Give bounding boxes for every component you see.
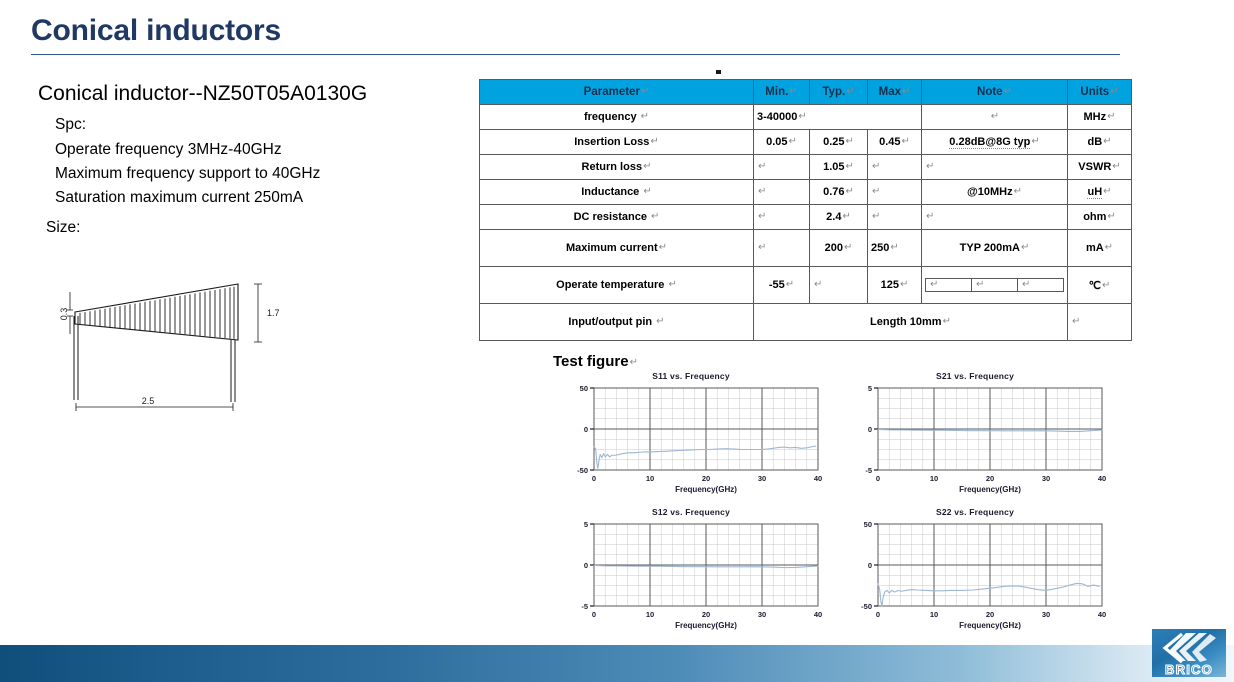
svg-text:-50: -50 [577,466,588,475]
pilcrow-icon: ↵ [901,136,910,147]
brico-logo-text: BRICO [1165,662,1213,677]
cell-note [922,105,1068,130]
pilcrow-icon: ↵ [846,86,855,97]
cell-units: mA↵ [1068,230,1132,267]
pilcrow-icon: ↵ [788,136,797,147]
svg-text:5: 5 [583,520,588,529]
pilcrow-icon: ↵ [1103,186,1112,197]
svg-text:40: 40 [813,610,823,619]
pilcrow-icon: ↵ [890,242,899,253]
chart-s11-title: S11 vs. Frequency [652,371,730,381]
svg-text:0: 0 [867,561,872,570]
table-row [480,130,1132,155]
drawing-svg [45,262,305,422]
size-label: Size: [46,219,81,236]
svg-text:0: 0 [875,610,881,619]
svg-text:0: 0 [875,474,881,483]
pilcrow-icon: ↵ [1101,279,1111,291]
cell-max: 0.45↵ [868,130,922,155]
th-max: Max↵ [868,80,922,105]
test-figure-label: Test figure↵ [553,353,638,370]
chart-s21-title: S21 vs. Frequency [935,371,1015,381]
chart-s12-title: S12 vs. Frequency [651,507,731,517]
cell-max: 250↵ [868,230,922,267]
pilcrow-icon: ↵ [1031,136,1040,147]
cell-typ: 1.05↵ [810,155,868,180]
chart-s12 [556,506,826,638]
svg-text:0: 0 [583,561,588,570]
dim-1-7-label: 1.7 [267,308,280,318]
brico-logo [1152,629,1226,677]
pilcrow-icon: ↵ [643,186,652,197]
chart-s11-plot [556,382,826,500]
svg-text:50: 50 [863,520,872,529]
svg-text:-5: -5 [581,602,588,611]
cell-units: VSWR↵ [1068,155,1132,180]
svg-text:Frequency(GHz): Frequency(GHz) [959,621,1021,630]
svg-text:40: 40 [813,474,823,483]
pilcrow-icon: ↵ [814,279,823,290]
pilcrow-icon: ↵ [942,316,951,327]
pilcrow-icon: ↵ [758,161,767,172]
pilcrow-icon: ↵ [872,186,881,197]
dim-2-5-label: 2.5 [141,396,155,406]
pilcrow-icon: ↵ [872,211,881,222]
chart-s21-plot [840,382,1110,500]
cell-min [754,180,810,205]
cell-spanned-value: Length 10mm↵ [754,304,1068,341]
pilcrow-icon: ↵ [758,242,767,253]
svg-text:Frequency(GHz): Frequency(GHz) [959,485,1021,494]
cell-units: MHz↵ [1068,105,1132,130]
spec-line-spc: Spc: [55,116,87,133]
pilcrow-icon: ↵ [1003,86,1012,97]
pilcrow-icon: ↵ [976,279,985,290]
pilcrow-icon: ↵ [901,86,911,97]
svg-text:-50: -50 [861,602,872,611]
cell-parameter: Operate temperature ↵ [480,267,754,304]
specification-table [479,79,1132,341]
pilcrow-icon: ↵ [845,136,854,147]
table-row [480,205,1132,230]
cell-max [868,155,922,180]
svg-text:30: 30 [1041,474,1051,483]
page-title: Conical inductors [31,14,281,47]
pilcrow-icon: ↵ [658,242,668,253]
svg-text:0: 0 [591,474,597,483]
cell-units [1068,304,1132,341]
pilcrow-icon: ↵ [656,316,665,327]
pilcrow-icon: ↵ [872,161,881,172]
pilcrow-icon: ↵ [1020,242,1030,253]
cell-min-span: 3-40000↵ [754,105,922,130]
svg-text:0: 0 [591,610,597,619]
pilcrow-icon: ↵ [990,111,1000,122]
table-artifact-mark [716,70,721,74]
spec-line-operate-frequency: Operate frequency 3MHz-40GHz [55,141,282,158]
cell-typ: 2.4↵ [810,205,868,230]
cell-min: -55↵ [754,267,810,304]
conical-inductor-drawing [45,262,305,422]
pilcrow-icon: ↵ [640,86,650,97]
pilcrow-icon: ↵ [1022,279,1031,290]
cell-units: ℃↵ [1068,267,1132,304]
pilcrow-icon: ↵ [930,279,939,290]
cell-parameter: DC resistance ↵ [480,205,754,230]
cell-min [754,205,810,230]
pilcrow-icon: ↵ [1013,186,1022,197]
svg-text:40: 40 [1097,474,1107,483]
pilcrow-icon: ↵ [1112,161,1121,172]
svg-text:20: 20 [985,474,995,483]
pilcrow-icon: ↵ [789,86,798,97]
cell-parameter: Inductance ↵ [480,180,754,205]
cell-typ: 200↵ [810,230,868,267]
th-units: Units↵ [1068,80,1132,105]
spec-line-max-frequency: Maximum frequency support to 40GHz [55,165,321,182]
cell-parameter: frequency ↵ [480,105,754,130]
dim-0-3-label: 0.3 [59,307,69,321]
table-row [480,105,1132,130]
brico-logo-svg [1152,629,1226,677]
cell-max [868,180,922,205]
table-header-row [480,80,1132,105]
pilcrow-icon: ↵ [845,186,854,197]
pilcrow-icon: ↵ [1107,211,1116,222]
table-row [480,155,1132,180]
cell-typ: 0.25↵ [810,130,868,155]
pilcrow-icon: ↵ [629,357,638,368]
pilcrow-icon: ↵ [843,242,853,253]
table-row [480,180,1132,205]
svg-text:10: 10 [645,474,655,483]
cell-typ: 0.76↵ [810,180,868,205]
cell-min: 0.05↵ [754,130,810,155]
cell-note: 0.28dB@8G typ↵ [922,130,1068,155]
cell-parameter: Insertion Loss↵ [480,130,754,155]
cell-note-part [972,279,1018,292]
cell-note: TYP 200mA↵ [922,230,1068,267]
pilcrow-icon: ↵ [1110,86,1119,97]
pilcrow-icon: ↵ [842,211,851,222]
pilcrow-icon: ↵ [758,211,767,222]
chart-s11 [556,370,826,502]
pilcrow-icon: ↵ [758,186,767,197]
pilcrow-icon: ↵ [845,161,854,172]
pilcrow-icon: ↵ [643,161,652,172]
cell-max: 125↵ [868,267,922,304]
cell-typ [810,267,868,304]
svg-text:0: 0 [583,425,588,434]
cell-note-split [922,267,1068,304]
pilcrow-icon: ↵ [899,279,909,290]
pilcrow-icon: ↵ [1103,136,1112,147]
th-parameter: Parameter↵ [480,80,754,105]
cell-note: @10MHz↵ [922,180,1068,205]
pilcrow-icon: ↵ [650,136,659,147]
cell-parameter: Input/output pin ↵ [480,304,754,341]
th-note: Note↵ [922,80,1068,105]
svg-text:30: 30 [1041,610,1051,619]
pilcrow-icon: ↵ [1104,242,1114,253]
th-min: Min.↵ [754,80,810,105]
svg-text:20: 20 [701,610,711,619]
th-typ: Typ.↵ [810,80,868,105]
cell-parameter: Maximum current↵ [480,230,754,267]
svg-text:10: 10 [929,474,939,483]
table-row [480,230,1132,267]
pilcrow-icon: ↵ [926,211,935,222]
svg-text:20: 20 [985,610,995,619]
svg-text:30: 30 [757,474,767,483]
svg-text:Frequency(GHz): Frequency(GHz) [675,621,737,630]
chart-s21 [840,370,1110,502]
pilcrow-icon: ↵ [668,279,677,290]
svg-text:20: 20 [701,474,711,483]
footer-bar [0,645,1234,682]
svg-text:5: 5 [867,384,872,393]
pilcrow-icon: ↵ [1107,111,1116,122]
cell-max [868,205,922,230]
pilcrow-icon: ↵ [640,111,650,122]
chart-s22-title: S22 vs. Frequency [935,507,1015,517]
cell-units: dB↵ [1068,130,1132,155]
chart-s22 [840,506,1110,638]
pilcrow-icon: ↵ [651,211,660,222]
product-heading: Conical inductor--NZ50T05A0130G [38,82,368,105]
svg-text:0: 0 [867,425,872,434]
pilcrow-icon: ↵ [798,111,807,122]
pilcrow-icon: ↵ [785,279,795,290]
svg-text:10: 10 [645,610,655,619]
svg-text:10: 10 [929,610,939,619]
table-row [480,267,1132,304]
chart-s22-plot [840,518,1110,636]
spec-line-saturation-current: Saturation maximum current 250mA [55,189,304,206]
chart-s12-plot [556,518,826,636]
svg-text:50: 50 [579,384,588,393]
cell-units: ohm↵ [1068,205,1132,230]
cell-note [922,205,1068,230]
cell-note [922,155,1068,180]
cell-note-part [1018,279,1064,292]
title-divider [31,54,1120,55]
table-row [480,304,1132,341]
cell-min [754,155,810,180]
pilcrow-icon: ↵ [1072,316,1081,327]
svg-text:-5: -5 [865,466,872,475]
svg-text:40: 40 [1097,610,1107,619]
cell-min [754,230,810,267]
svg-text:30: 30 [757,610,767,619]
svg-text:Frequency(GHz): Frequency(GHz) [675,485,737,494]
pilcrow-icon: ↵ [926,161,935,172]
cell-parameter: Return loss↵ [480,155,754,180]
cell-units: uH↵ [1068,180,1132,205]
cell-note-part [926,279,972,292]
